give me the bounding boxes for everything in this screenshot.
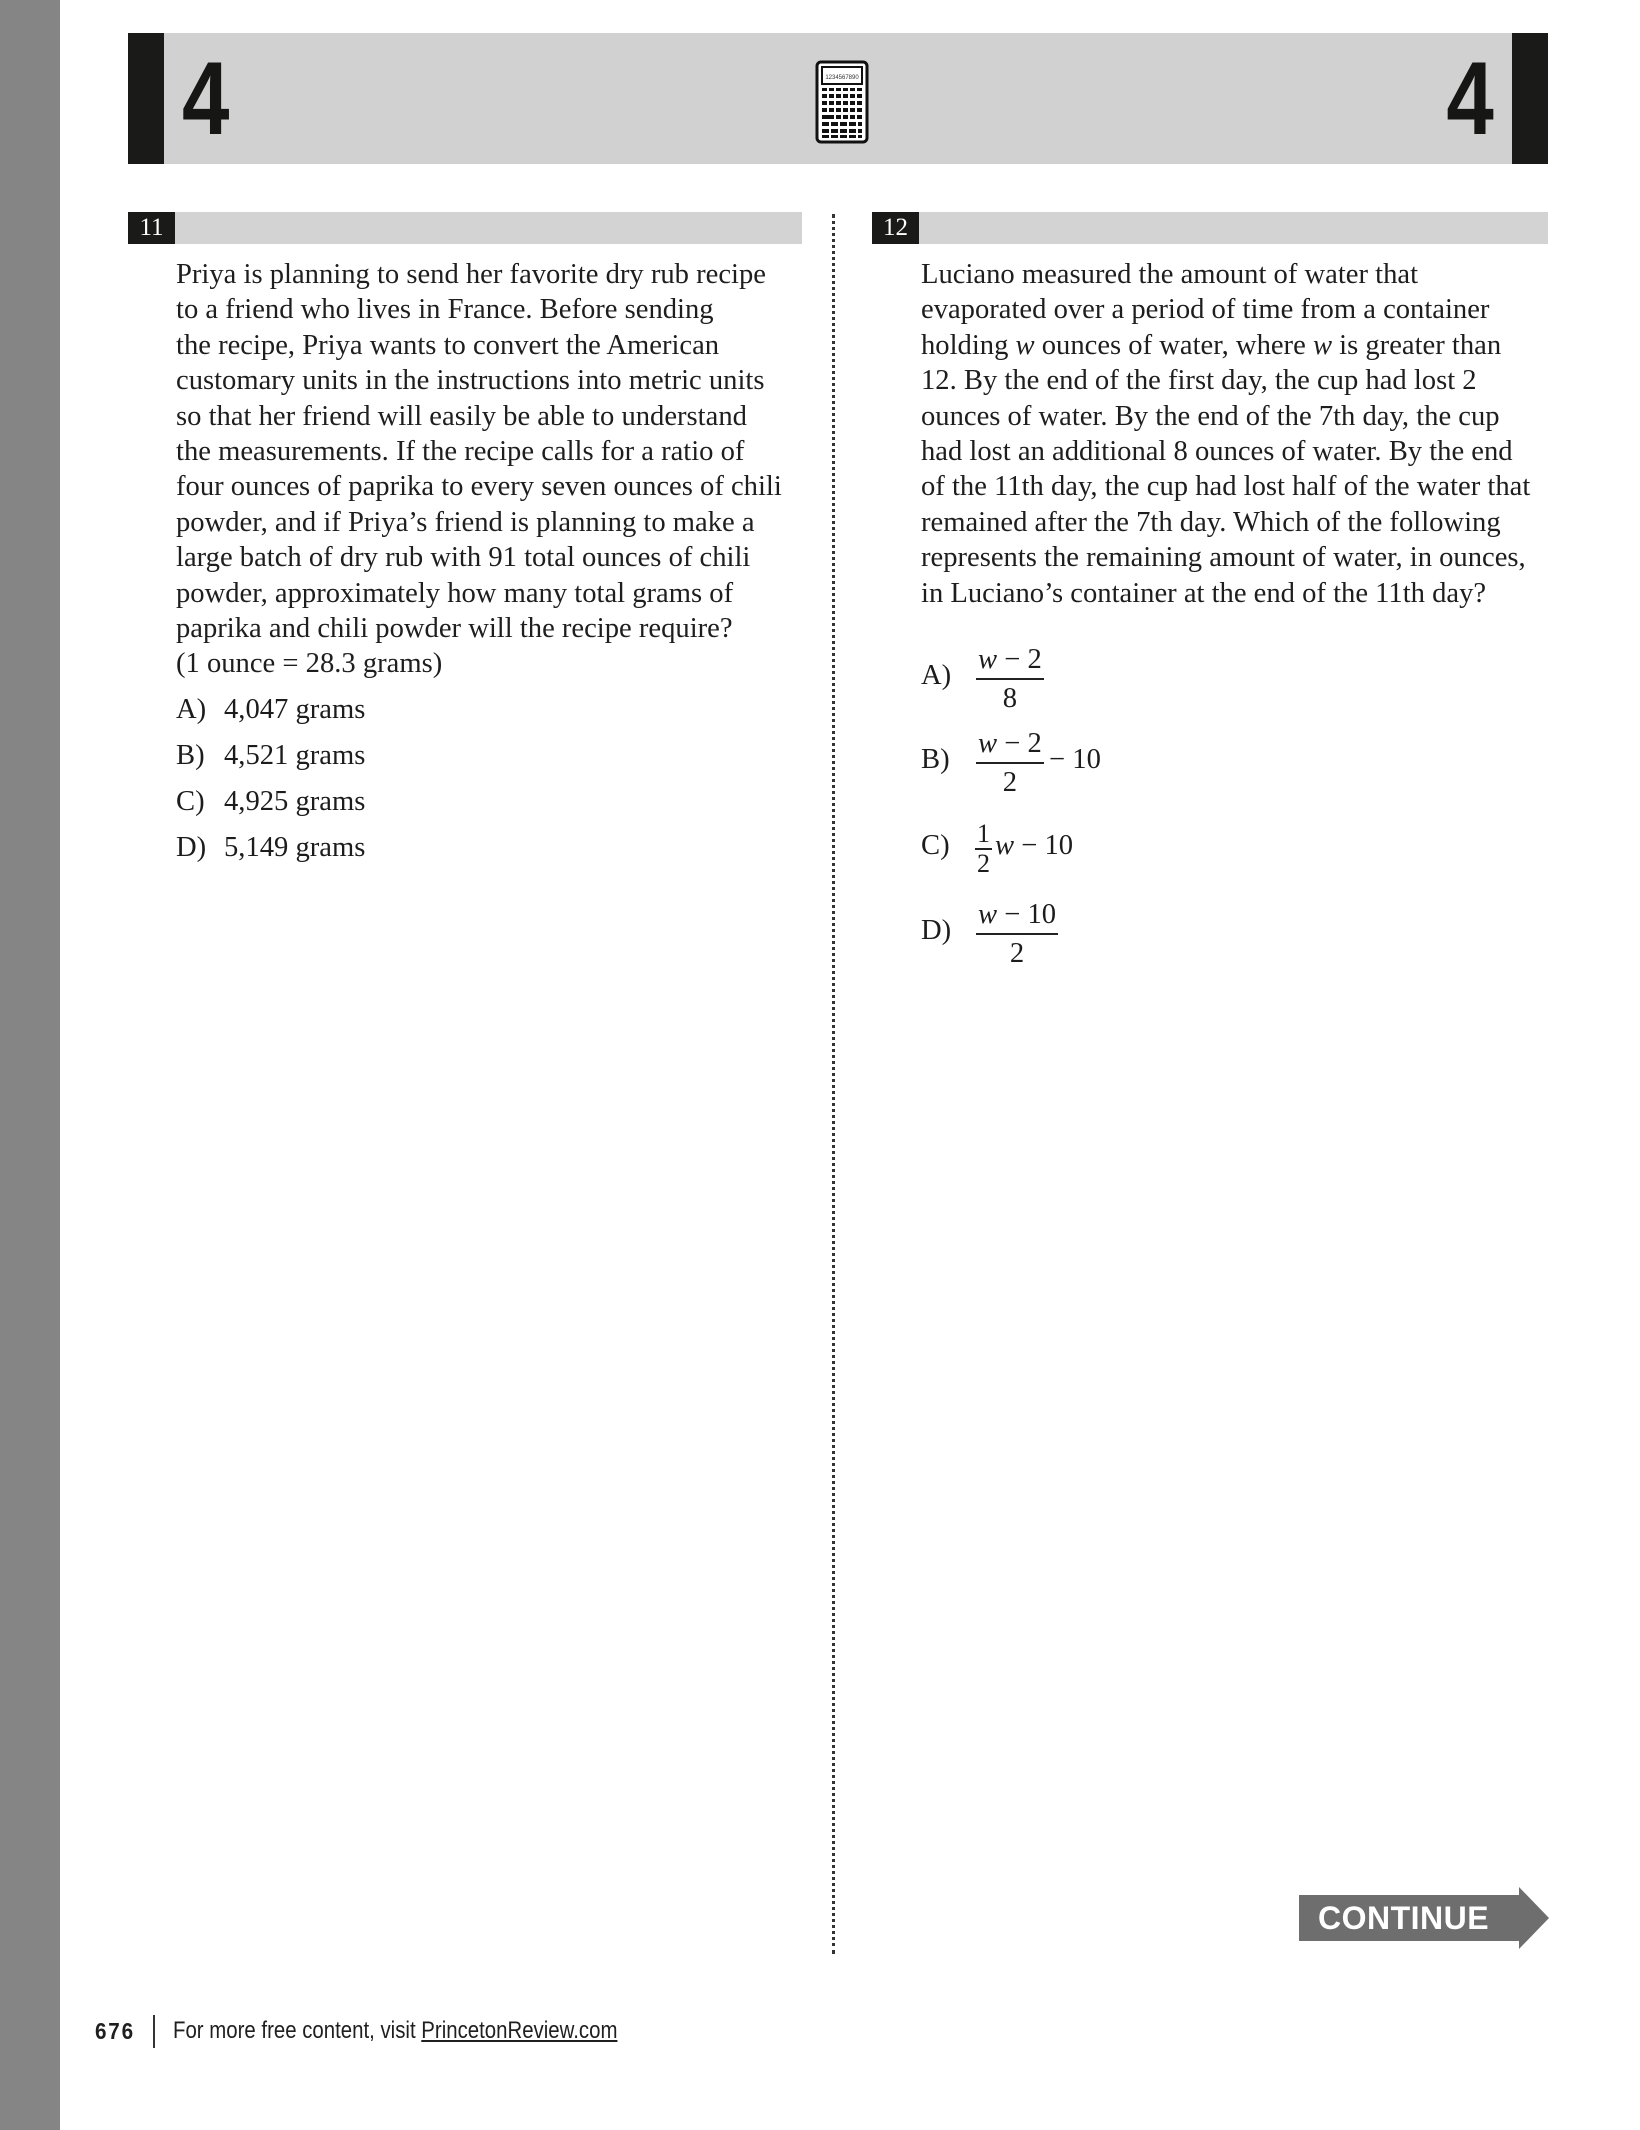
choice-letter: A) xyxy=(921,660,952,691)
section-number-left: 4 xyxy=(182,41,230,157)
page-number: 676 xyxy=(95,2017,135,2044)
stem-line: to a friend who lives in France. Before sending xyxy=(176,294,714,326)
answer-choice-c[interactable] xyxy=(921,812,1181,892)
stem-line: (1 ounce = 28.3 grams) xyxy=(176,648,443,680)
answer-choice-a[interactable] xyxy=(921,642,1121,722)
svg-text:1234567890: 1234567890 xyxy=(825,75,859,81)
stem-line: remained after the 7th day. Which of the following xyxy=(921,506,1501,538)
fraction: $\frac{w - 2}{2}$ xyxy=(978,728,1042,798)
stem-line: of the 11th day, the cup had lost half of the water that xyxy=(921,471,1531,503)
fraction: $\frac{1}{2}$ xyxy=(977,819,990,878)
question-11-header-bar xyxy=(128,212,802,244)
question-number-12: 12 xyxy=(872,212,919,244)
expression-tail: − 10 xyxy=(1049,744,1101,775)
choice-letter: A) xyxy=(176,694,207,725)
question-number-11: 11 xyxy=(128,212,175,244)
answer-choice-c[interactable] xyxy=(176,779,365,825)
answer-choice-d[interactable] xyxy=(921,897,1121,977)
stem-line: the recipe, Priya wants to convert the American xyxy=(176,329,720,361)
column-divider xyxy=(832,214,835,1954)
section-number-right: 4 xyxy=(1446,41,1494,157)
calculator-icon xyxy=(814,60,870,144)
stem-line: customary units in the instructions into metric units xyxy=(176,365,765,397)
stem-line: represents the remaining amount of water, in ounces, xyxy=(921,542,1526,574)
section-header-banner xyxy=(128,33,1548,164)
princeton-review-link[interactable]: PrincetonReview.com xyxy=(421,2017,618,2044)
expression-tail: w − 10 xyxy=(995,830,1074,861)
choice-letter: D) xyxy=(921,915,952,946)
choice-text: 4,521 grams xyxy=(224,740,366,771)
stem-line: in Luciano’s container at the end of the 11th day? xyxy=(921,577,1487,609)
question-12-stem xyxy=(921,257,1546,611)
choice-letter: C) xyxy=(176,786,205,817)
answer-choice-d[interactable] xyxy=(176,825,365,871)
page-edge-strip xyxy=(0,0,60,2130)
banner-bar-right xyxy=(1512,33,1548,164)
choice-text: 5,149 grams xyxy=(224,832,366,863)
fraction: $\frac{w - 2}{8}$ xyxy=(978,644,1042,714)
choice-text: 4,925 grams xyxy=(224,786,366,817)
variable-w: w xyxy=(1312,329,1333,361)
choice-letter: B) xyxy=(176,740,205,771)
choice-text: 4,047 grams xyxy=(224,694,366,725)
stem-line: holding w ounces of water, where w is greater than xyxy=(921,329,1502,361)
stem-line: large batch of dry rub with 91 total ounces of chili xyxy=(176,542,751,574)
answer-choice-b[interactable] xyxy=(921,726,1181,806)
choice-letter: D) xyxy=(176,832,207,863)
question-12-header-bar xyxy=(872,212,1548,244)
banner-bar-left xyxy=(128,33,164,164)
footer-separator xyxy=(153,2015,155,2048)
variable-w: w xyxy=(1015,329,1035,361)
choice-letter: B) xyxy=(921,744,950,775)
stem-line: the measurements. If the recipe calls for a ratio of xyxy=(176,436,745,468)
question-11-choices xyxy=(176,687,365,871)
answer-choice-a[interactable] xyxy=(176,687,365,733)
stem-line: so that her friend will easily be able to understand xyxy=(176,400,747,432)
stem-line: had lost an additional 8 ounces of water. By the end xyxy=(921,436,1513,468)
question-11-stem xyxy=(176,257,796,682)
stem-line: powder, approximately how many total grams of xyxy=(176,577,734,609)
stem-line: ounces of water. By the end of the 7th day, the cup xyxy=(921,400,1500,432)
stem-line: Luciano measured the amount of water that xyxy=(921,259,1419,290)
stem-line: evaporated over a period of time from a container xyxy=(921,294,1490,326)
stem-line: 12. By the end of the first day, the cup had lost 2 xyxy=(921,365,1477,397)
stem-line: Priya is planning to send her favorite dry rub recipe xyxy=(176,259,766,290)
fraction: $\frac{w - 10}{2}$ xyxy=(978,899,1057,969)
choice-letter: C) xyxy=(921,830,950,861)
stem-line: powder, and if Priya’s friend is planning to make a xyxy=(176,506,755,538)
answer-choice-b[interactable] xyxy=(176,733,365,779)
footer-text: For more free content, visit PrincetonReview.com xyxy=(173,2017,618,2044)
page-footer xyxy=(95,2013,696,2049)
stem-line: four ounces of paprika to every seven ounces of chili xyxy=(176,471,782,503)
continue-button-label[interactable]: CONTINUE xyxy=(1318,1900,1490,1936)
stem-line: paprika and chili powder will the recipe require? xyxy=(176,613,733,645)
